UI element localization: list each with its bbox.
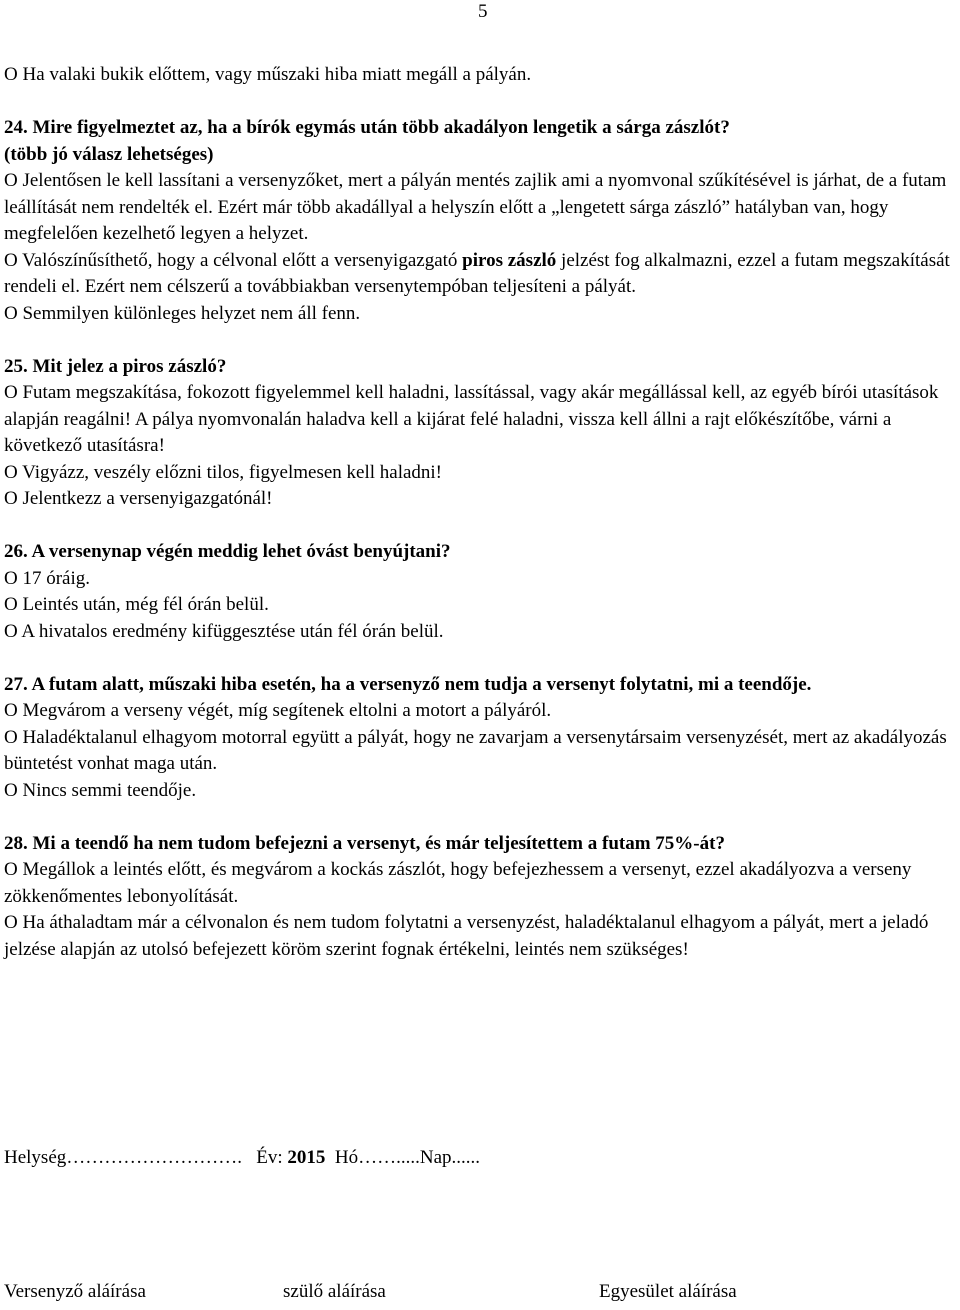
question-26 — [4, 539, 956, 645]
question-title: 24. Mire figyelmeztet az, ha a bírók egymás után több akadályon lengetik a sárga zászlót? — [4, 117, 730, 138]
answer-option: O Valószínűsíthető, hogy a célvonal előtt a versenyigazgató piros zászló jelzést fog alkalmazni, ezzel a futam megszakítását rendeli el. Ezért nem célszerű a továbbiakban versenytempóban teljesíteni a pályát. — [4, 249, 950, 297]
answer-option: O A hivatalos eredmény kifüggesztése után fél órán belül. — [4, 620, 444, 642]
answer-option: O Semmilyen különleges helyzet nem áll fenn. — [4, 302, 361, 324]
answer-option: O 17 óráig. — [4, 567, 91, 589]
parent-signature-label: szülő aláírása — [283, 1281, 386, 1302]
question-24 — [4, 115, 956, 327]
answer-option: O Leintés után, még fél órán belül. — [4, 594, 269, 615]
competitor-signature-label: Versenyző aláírása — [4, 1281, 146, 1302]
month-label: Hó — [334, 1147, 359, 1168]
question-27 — [4, 672, 956, 805]
answer-option: O Nincs semmi teendője. — [4, 779, 197, 801]
question-25 — [4, 354, 956, 513]
question-title: 28. Mi a teendő ha nem tudom befejezni a versenyt, és már teljesítettem a futam 75%-át? — [4, 832, 725, 854]
year-value: 2015 — [287, 1147, 326, 1168]
month-field: ……..... — [358, 1147, 420, 1168]
year-label: Év: — [256, 1147, 288, 1168]
date-place-line — [4, 1145, 956, 1172]
answer-option: O Megállok a leintés előtt, és megvárom a kockás zászlót, hogy befejezhessem a versenyt, ezzel akadályozva a verseny zökkenőmentes lebonyolítását. — [4, 859, 912, 907]
day-field: Nap...... — [419, 1147, 481, 1168]
place-label: Helység — [4, 1147, 67, 1168]
page-number: 5 — [478, 1, 488, 22]
answer-option: O Vigyázz, veszély előzni tilos, figyelmesen kell haladni! — [4, 461, 443, 483]
place-field: ………………………. — [66, 1147, 243, 1168]
previous-answer-option: O Ha valaki bukik előttem, vagy műszaki hiba miatt megáll a pályán. — [4, 64, 532, 85]
question-title: 25. Mit jelez a piros zászló? — [4, 355, 227, 377]
answer-option: O Futam megszakítása, fokozott figyelemmel kell haladni, lassítással, vagy akár megállással kell, az egyéb bírói utasítások alapján reagálni! A pálya nyomvonalán haladva kell a kijárat felé haladni, vissza kell állni a rajt előkészítőbe, várni a következő utasításra! — [4, 382, 939, 456]
question-28 — [4, 831, 956, 964]
question-title: 26. A versenynap végén meddig lehet óvást benyújtani? — [4, 541, 451, 562]
answer-option: O Haladéktalanul elhagyom motorral együtt a pályát, hogy ne zavarjam a versenytársaim versenyzését, mert az akadályozás büntetést vonhat maga után. — [4, 726, 947, 774]
question-title: 27. A futam alatt, műszaki hiba esetén, ha a versenyző nem tudja a versenyt folytatni, mi a teendője. — [4, 673, 812, 695]
answer-option: O Megvárom a verseny végét, míg segítenek eltolni a motort a pályáról. — [4, 700, 552, 721]
red-flag-emphasis: piros zászló — [462, 249, 557, 271]
answer-option: O Jelentősen le kell lassítani a versenyzőket, mert a pályán mentés zajlik ami a nyomvonal szűkítésével is járhat, de a futam leállítását nem rendelték el. Ezért már több akadállyal a helyszín előtt a „lengetett sárga zászló” hatályban van, hogy megfelelően kezelhető legyen a helyzet. — [4, 170, 947, 244]
club-signature-label: Egyesület aláírása — [599, 1281, 737, 1302]
answer-option: O Jelentkezz a versenyigazgatónál! — [4, 488, 273, 509]
quiz-content — [4, 62, 956, 963]
answer-option: O Ha áthaladtam már a célvonalon és nem tudom folytatni a versenyzést, haladéktalanul elhagyom a pályát, mert a jeladó jelzése alapján az utolsó befejezett köröm szerint fognak értékelni, leintés nem szükséges! — [4, 912, 929, 960]
question-note: (több jó válasz lehetséges) — [4, 143, 214, 165]
